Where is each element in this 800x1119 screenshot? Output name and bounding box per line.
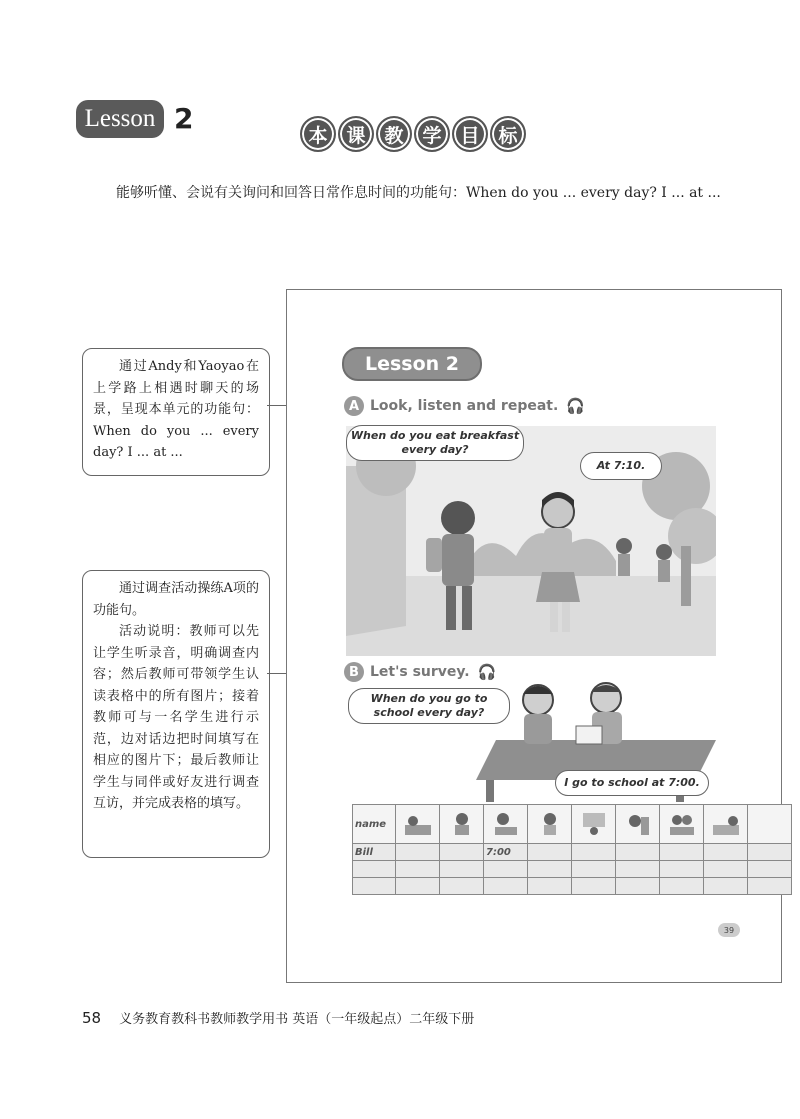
speech-bubble-question: When do you go to school every day? — [348, 688, 510, 724]
table-cell — [528, 844, 572, 861]
table-cell — [660, 878, 704, 895]
activity-picture-cell — [572, 805, 616, 844]
section-letter: B — [344, 662, 364, 682]
activity-picture-cell — [748, 805, 792, 844]
table-cell — [484, 878, 528, 895]
table-cell — [616, 844, 660, 861]
speech-bubble-answer: At 7:10. — [580, 452, 662, 480]
note-text: 活动说明：教师可以先让学生听录音，明确调查内容；然后教师可带领学生认读表格中的所有图片；接着教师可与一名学生进行示范，边对话边把时间填写在相应的图片下；最后教师让学生与同伴或好友进行调查互访，并完成表格的填写。 — [93, 624, 259, 811]
footer-book-title: 义务教育教科书教师教学用书 英语（一年级起点）二年级下册 — [119, 1012, 475, 1027]
girl-figure — [523, 685, 553, 744]
table-cell — [748, 861, 792, 878]
table-cell — [396, 844, 440, 861]
bed-picture — [711, 811, 741, 837]
table-cell — [528, 861, 572, 878]
note-text: 通过调查活动操练A项的功能句。 — [93, 581, 259, 618]
dinner-picture — [667, 811, 697, 837]
activity-picture-cell — [528, 805, 572, 844]
activity-picture-cell — [704, 805, 748, 844]
survey-table — [352, 804, 792, 895]
textbook-page-number: 39 — [718, 923, 740, 937]
wake-up-picture — [403, 811, 433, 837]
footer-page-number: 58 — [82, 1009, 102, 1027]
table-cell — [440, 844, 484, 861]
headphones-icon: 🎧 — [477, 663, 497, 681]
wash-picture — [447, 811, 477, 837]
table-cell — [660, 844, 704, 861]
class-picture — [579, 811, 609, 837]
table-cell — [484, 861, 528, 878]
goal-title-char: 教 — [376, 116, 412, 152]
activity-picture-cell — [616, 805, 660, 844]
table-name-cell — [353, 861, 396, 878]
table-cell — [396, 878, 440, 895]
activity-picture-cell — [660, 805, 704, 844]
breakfast-picture — [491, 811, 521, 837]
headphones-icon: 🎧 — [566, 397, 585, 415]
table-cell — [572, 861, 616, 878]
activity-picture-cell — [484, 805, 528, 844]
page-footer — [82, 1008, 474, 1027]
table-cell — [440, 878, 484, 895]
table-row — [353, 861, 792, 878]
table-cell — [748, 844, 792, 861]
note-box-scene — [82, 348, 270, 476]
section-letter: A — [344, 396, 364, 416]
table-cell — [572, 844, 616, 861]
goal-title-char: 课 — [338, 116, 374, 152]
table-row — [353, 844, 792, 861]
note-box-survey — [82, 570, 270, 858]
table-cell — [660, 861, 704, 878]
home-picture — [623, 811, 653, 837]
goal-title-char: 本 — [300, 116, 336, 152]
section-a-heading — [344, 396, 585, 416]
goal-title-char: 目 — [452, 116, 488, 152]
table-row — [353, 878, 792, 895]
lesson-badge: Lesson — [76, 100, 164, 138]
section-title: Let's survey. — [370, 664, 470, 680]
table-cell — [396, 861, 440, 878]
teaching-goal-title — [300, 116, 528, 150]
goal-title-char: 学 — [414, 116, 450, 152]
table-cell — [528, 878, 572, 895]
note-text: 通过Andy和Yaoyao在上学路上相遇时聊天的场景，呈现本单元的功能句：When do you ... every day? I ... at ... — [93, 359, 259, 460]
table-cell — [572, 878, 616, 895]
goal-title-char: 标 — [490, 116, 526, 152]
table-cell — [748, 878, 792, 895]
table-row — [353, 805, 792, 844]
table-name-cell — [353, 878, 396, 895]
activity-picture-cell — [396, 805, 440, 844]
activity-picture-cell — [440, 805, 484, 844]
table-cell — [616, 861, 660, 878]
lesson-number: 2 — [174, 102, 194, 135]
table-cell: 7:00 — [484, 844, 528, 861]
school-picture — [535, 811, 565, 837]
table-cell — [440, 861, 484, 878]
table-cell — [704, 844, 748, 861]
table-cell — [616, 878, 660, 895]
table-name-cell: Bill — [353, 844, 396, 861]
section-b-heading — [344, 662, 496, 682]
table-cell — [704, 861, 748, 878]
speech-bubble-answer: I go to school at 7:00. — [555, 770, 709, 796]
section-title: Look, listen and repeat. — [370, 398, 559, 414]
table-cell — [704, 878, 748, 895]
textbook-lesson-label: Lesson 2 — [342, 347, 482, 381]
speech-bubble-question: When do you eat breakfast every day? — [346, 425, 524, 461]
goal-description: 能够听懂、会说有关询问和回答日常作息时间的功能句：When do you ... every day? I ... at ... — [116, 185, 721, 201]
table-header-cell: name — [353, 805, 396, 844]
